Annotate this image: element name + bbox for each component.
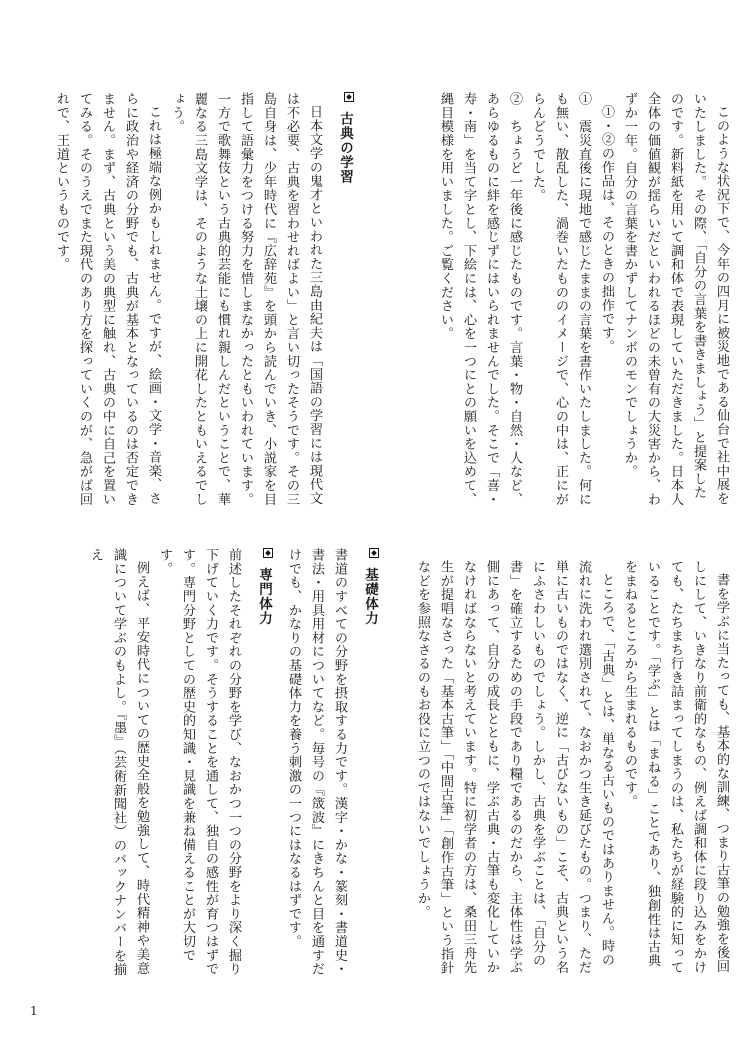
body-text-block-top-right	[378, 92, 733, 510]
body-text-block-bottom-left	[58, 548, 388, 980]
paragraph: 例えば、平安時代についての歴史全般を勉強して、時代精神や美意識について学ぶのもよし。『墨』（芸術新聞社）のバックナンバーを揃え	[88, 548, 149, 977]
section-heading-special-strength	[252, 548, 275, 980]
paragraph: 日本文学の鬼才といわれた三島由紀夫は「国語の学習には現代文は不必要、古典を習わせればよい」と言い切ったそうです。その三島自身は、少年時代に『広辞苑』を頭から読んでいき、小説家を目指して語彙力をつける努力を惜しまなかったともいわれています。一方で歌舞伎という古典的芸能にも慣れ親しんだということで、華麗なる三島文学は、そのような土壌の上に開花したともいえるでしょう。	[169, 92, 322, 506]
paragraph: ところで、「古典」とは、単なる古いものではありません。時の流れに洗われ選別されて、なおかつ生き延びたもの。つまり、ただ単に古いものではなく、逆に「古びないもの」こそ、古典という名にふさわしいものでしょう。しかし、古典を学ぶことは、「自分の書」を確立するための手段であり糧であるのだから、主体性は学ぶ側にあって、自分の成長とともに、学ぶ古典・古筆も変化していかなければならないと考えています。特に初学者の方は、桑田三舟先生が提唱なさった「基本古筆」「中間古筆」「創作古筆」という指針などを参照なさるのもお役に立つのではないでしょうか。	[415, 560, 614, 975]
paragraph: 書道のすべての分野を摂取する力です。漢字・かな・篆刻・書道史・書法・用具用材についてなど。毎号の『筬波』にきちんと目を通すだけでも、かなりの基礎体力を養う刺激の一つにはなるはずです。	[286, 548, 347, 976]
body-text-block-top-left	[54, 92, 363, 510]
square-bullet-icon	[369, 548, 379, 558]
page-number: 1	[30, 1004, 38, 1018]
paragraph: このような状況下で、今年の四月に被災地である仙台で社中展をいたしました。その際、「自分の言葉を書きましょう」と提案したのです。新料紙を用いて調和体で表現していただきました。日本人全体の価値観が揺らいだといわれるほどの未曽有の大災害から、わずか一年。自分の言葉を書かずしてナンボのモンでしょうか。	[622, 92, 729, 506]
section-heading-basic-strength	[358, 548, 381, 980]
paragraph: これは極端な例かもしれません。ですが、絵画・文学・音楽、さらに政治や経済の分野でも、古典が基本となっているのは否定できません。まず、古典という美の典型に触れ、古典の中に自己を置いてみる。そのうえでまた現代のあり方を探っていくのが、急がば回れで、王道というものです。	[54, 92, 161, 506]
section-heading-label: 基礎体力	[362, 567, 378, 626]
section-heading-label: 専門体力	[256, 567, 272, 626]
paragraph: 書を学ぶに当たっても、基本的な訓練、つまり古筆の勉強を後回しにして、いきなり前衛的なもの、例えば調和体に段り込みをかけても、たちまち行き詰まってしまうのは、私たちが経験的に知っていることです。「学ぶ」とは「まねる」ことであり、独創性は古典をまねるところから生まれるものです。	[622, 560, 729, 974]
section-heading-classics	[333, 92, 356, 510]
square-bullet-icon	[263, 548, 273, 558]
square-bullet-icon	[344, 92, 354, 102]
paragraph: ① 震災直後に現地で感じたままの言葉を書作いたしました。何にも無い、散乱した、渦巻いたもののイメージで、心の中は、正にがらんどうでした。	[530, 92, 591, 506]
body-text-block-bottom-right	[403, 560, 733, 980]
section-heading-label: 古典の学習	[337, 111, 353, 185]
paragraph: 前述したそれぞれの分野を学び、なおかつ一つの分野をより深く掘り下げていく力です。そうすることを通して、独自の感性が育つはずです。専門分野としての歴史的知識・見識を兼ね備えることが大切です。	[157, 548, 241, 976]
paragraph: ①・②の作品は、そのときの拙作です。	[599, 105, 614, 354]
paragraph: ② ちょうど一年後に感じたものです。言葉・物・自然・人など、あらゆるものに絆を感じずにはいられませんでした。そこで「喜・寿・南」を当て字とし、下絵には、心を一つにとの願いを込めて、縄目模様を用いました。ご覧ください。	[438, 92, 522, 506]
